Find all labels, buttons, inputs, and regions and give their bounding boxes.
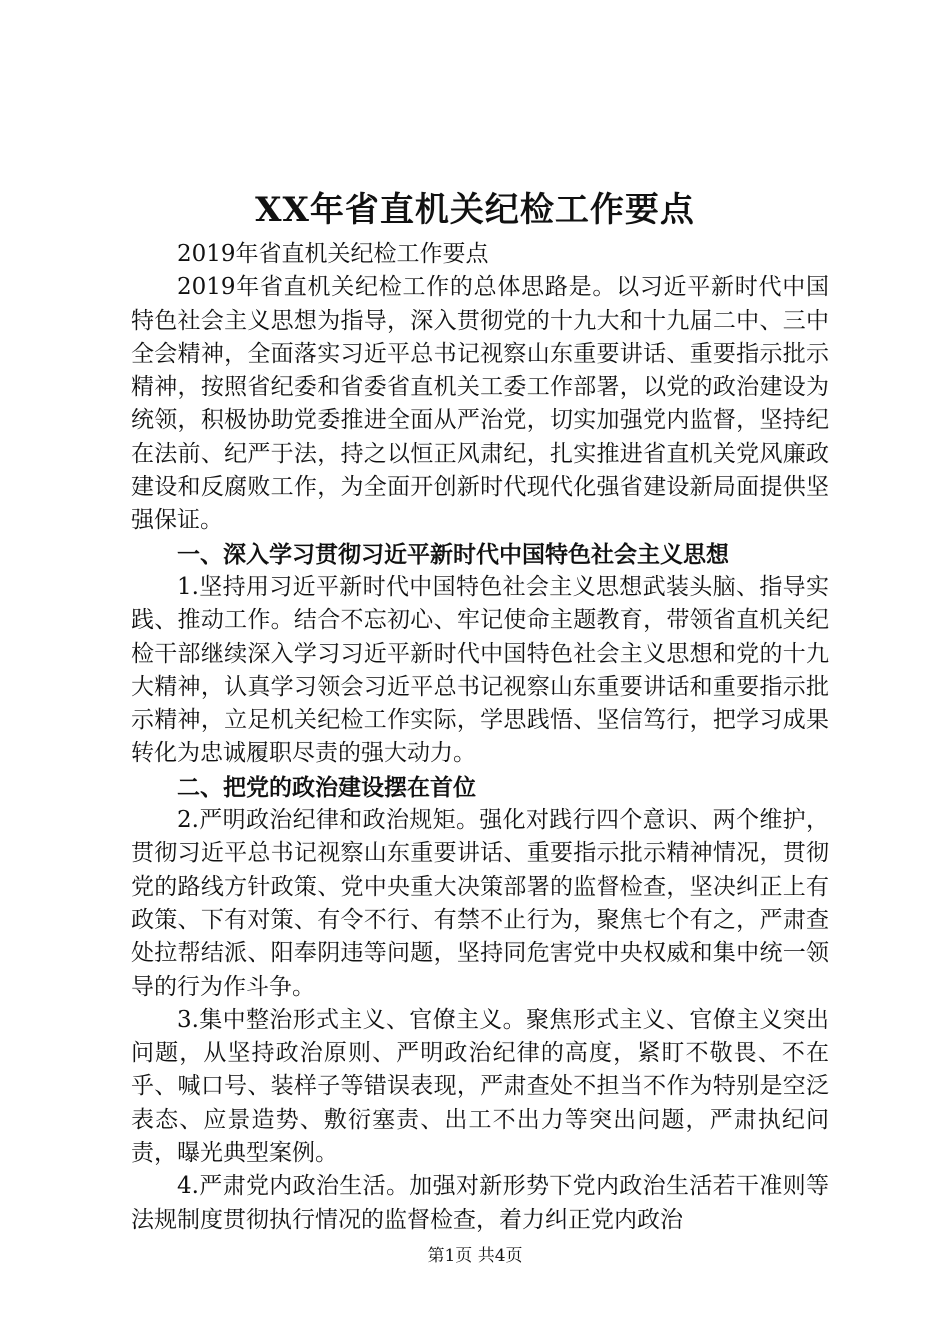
- paragraph-overview: 2019年省直机关纪检工作的总体思路是。以习近平新时代中国特色社会主义思想为指导，深入贯彻党的十九大和十九届二中、三中全会精神，全面落实习近平总书记视察山东重要讲话、重要指示批示精神，按照省纪委和省委省直机关工委工作部署，以党的政治建设为统领，积极协助党委推进全面从严治党，切实加强党内监督，坚持纪在法前、纪严于法，持之以恒正风肃纪，扎实推进省直机关党风廉政建设和反腐败工作，为全面开创新时代现代化强省建设新局面提供坚强保证。: [131, 274, 829, 534]
- document-body: [131, 238, 829, 1237]
- section-heading-1: 一、深入学习贯彻习近平新时代中国特色社会主义思想: [177, 540, 729, 568]
- page-footer: 第1页 共4页: [427, 1246, 523, 1266]
- paragraph-item-1: 1.坚持用习近平新时代中国特色社会主义思想武装头脑、指导实践、推动工作。结合不忘初心、牢记使命主题教育，带领省直机关纪检干部继续深入学习习近平新时代中国特色社会主义思想和党的十九大精神，认真学习领会习近平总书记视察山东重要讲话和重要指示批示精神，立足机关纪检工作实际，学思践悟、坚信笃行，把学习成果转化为忠诚履职尽责的强大动力。: [131, 573, 829, 767]
- section-heading-2: 二、把党的政治建设摆在首位: [177, 773, 476, 801]
- paragraph-item-4: 4.严肃党内政治生活。加强对新形势下党内政治生活若干准则等法规制度贯彻执行情况的监督检查，着力纠正党内政治: [131, 1173, 829, 1233]
- paragraph-subtitle: 2019年省直机关纪检工作要点: [177, 241, 489, 267]
- paragraph-item-3: 3.集中整治形式主义、官僚主义。聚焦形式主义、官僚主义突出问题，从坚持政治原则、严明政治纪律的高度，紧盯不敬畏、不在乎、喊口号、装样子等错误表现，严肃查处不担当不作为特别是空泛表态、应景造势、敷衍塞责、出工不出力等突出问题，严肃执纪问责，曝光典型案例。: [131, 1006, 829, 1167]
- document-title: XX年省直机关纪检工作要点: [255, 190, 695, 230]
- paragraph-item-2: 2.严明政治纪律和政治规矩。强化对践行四个意识、两个维护，贯彻习近平总书记视察山东重要讲话、重要指示批示精神情况，贯彻党的路线方针政策、党中央重大决策部署的监督检查，坚决纠正上有政策、下有对策、有令不行、有禁不止行为，聚焦七个有之，严肃查处拉帮结派、阳奉阴违等问题，坚持同危害党中央权威和集中统一领导的行为作斗争。: [131, 807, 829, 1000]
